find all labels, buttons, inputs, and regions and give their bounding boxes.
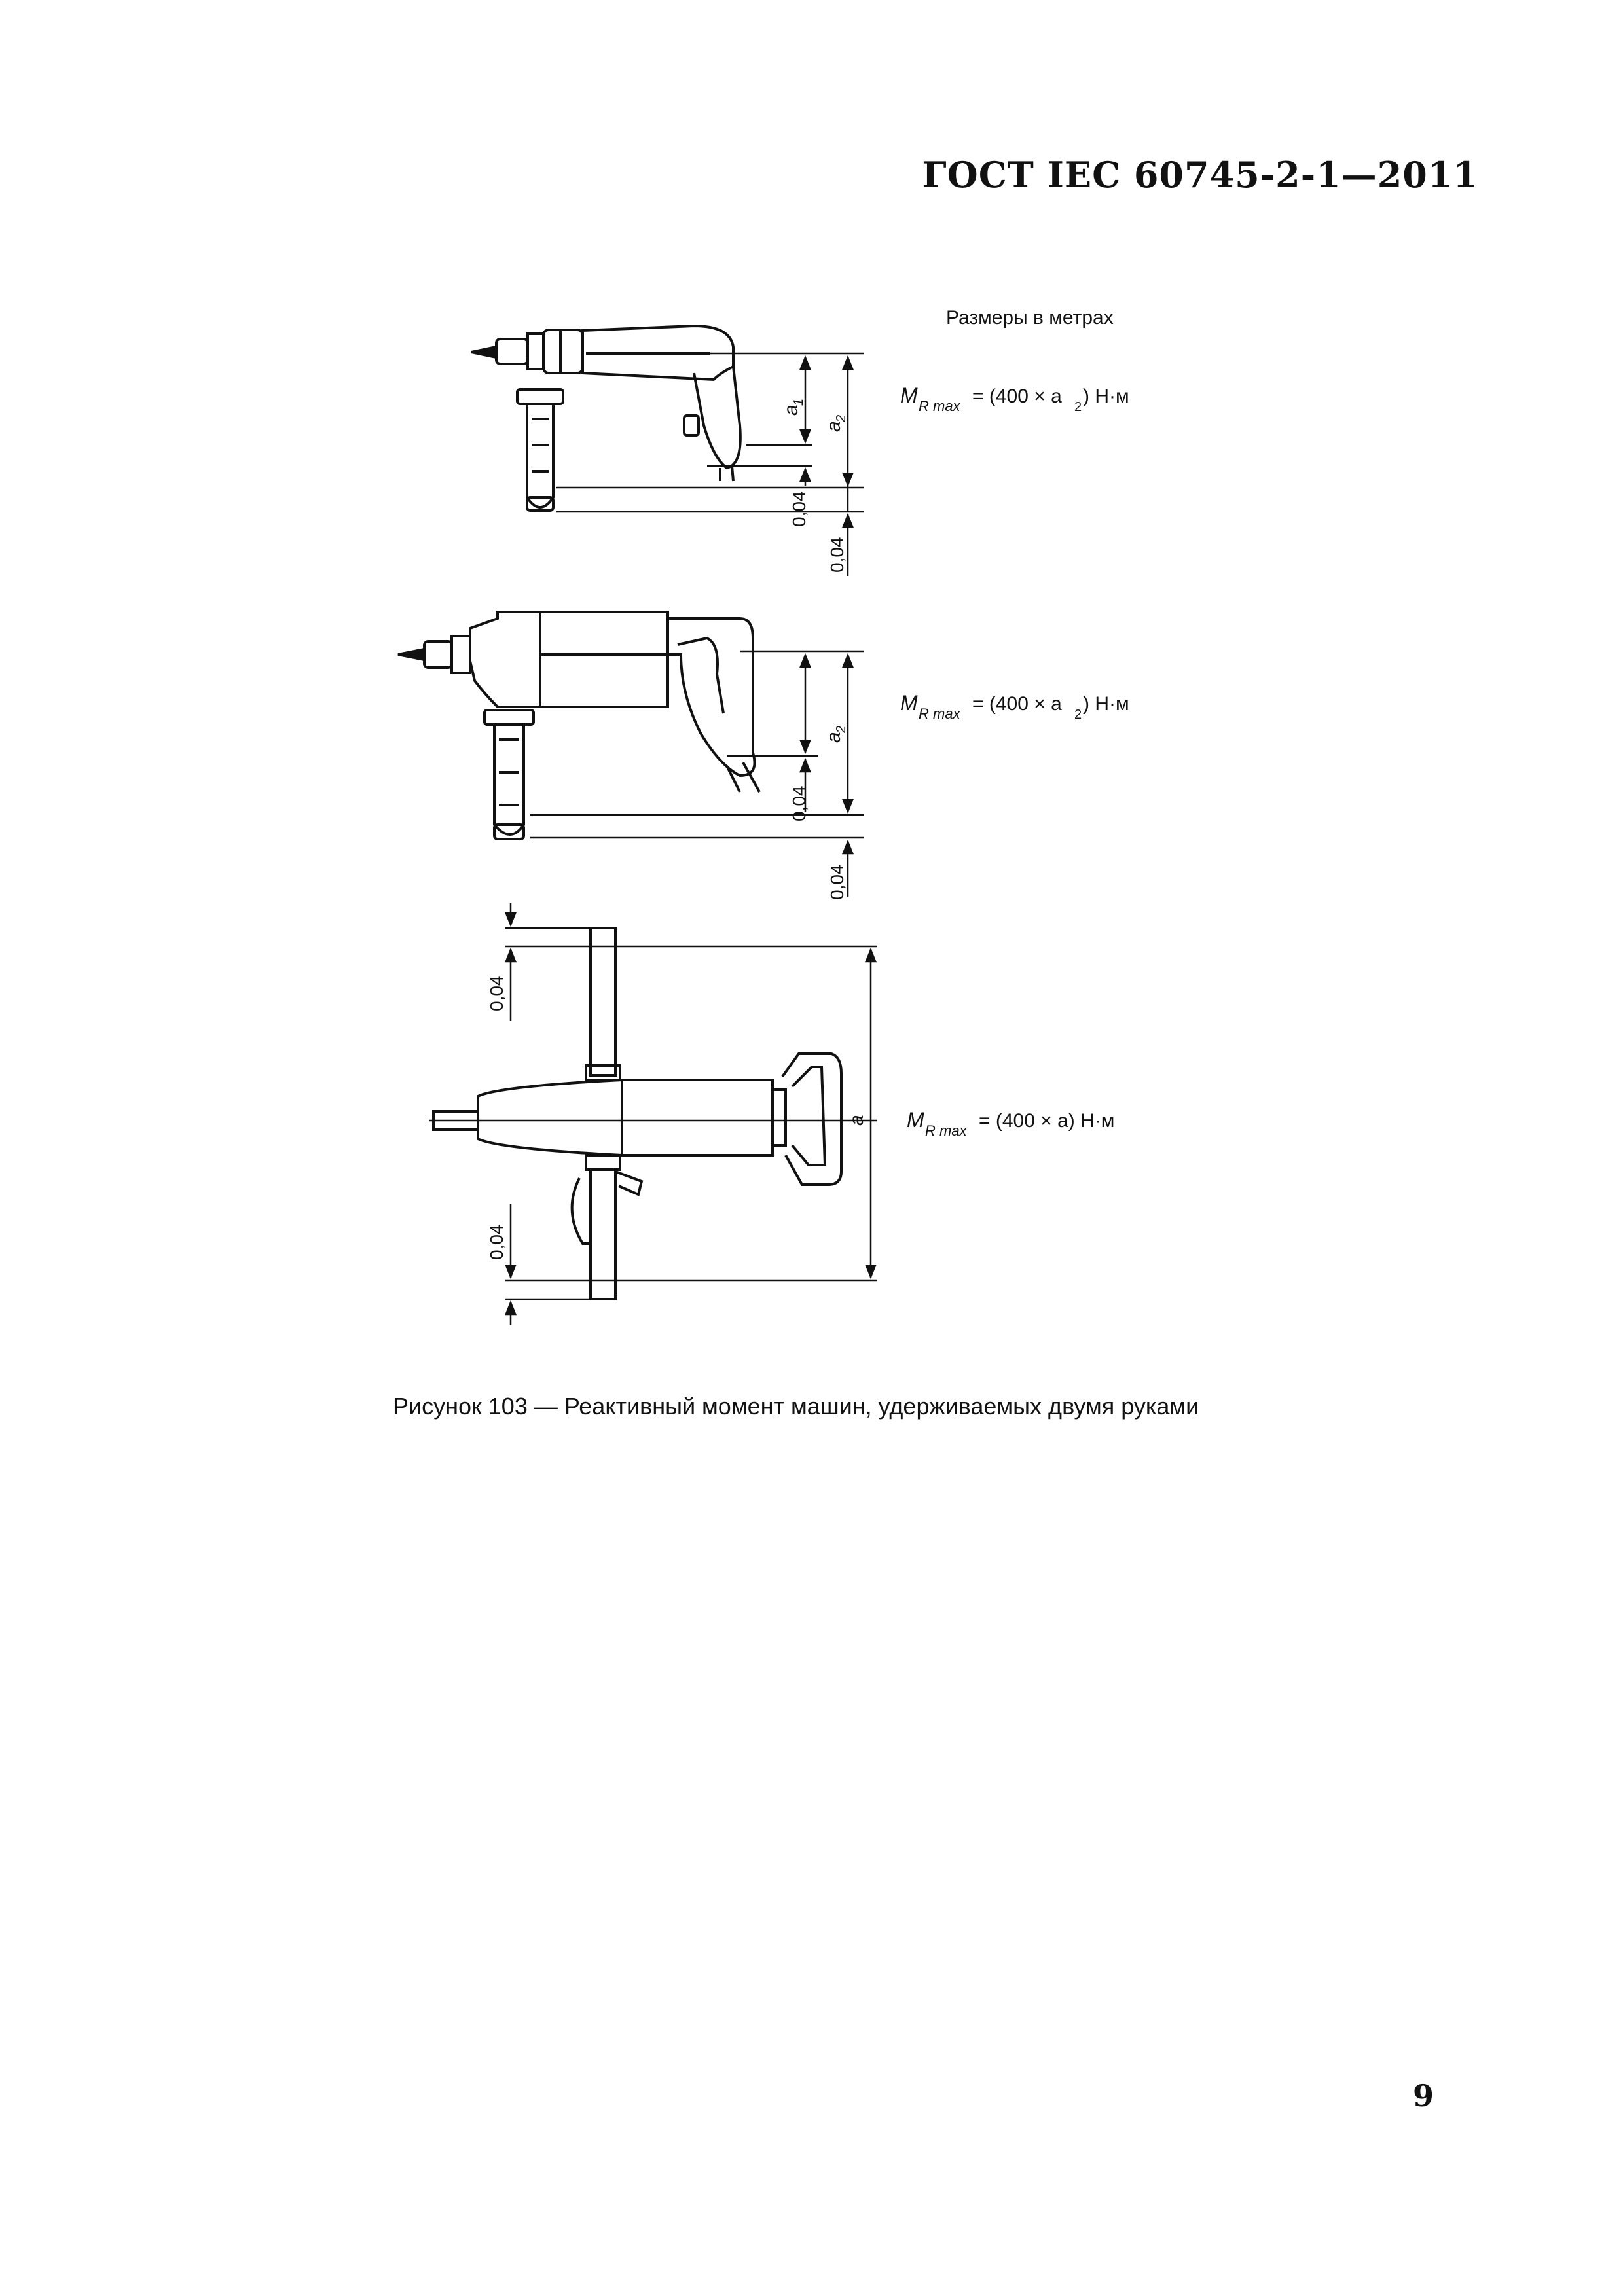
svg-text:) Н·м: ) Н·м (1083, 693, 1129, 715)
document-header: ГОСТ IEC 60745-2-1—2011 (922, 154, 1478, 196)
svg-text:2: 2 (1074, 708, 1082, 722)
drill-2-dimensions (530, 651, 864, 897)
units-note: Размеры в метрах (946, 307, 1114, 329)
drill-1-labels (780, 399, 848, 573)
svg-text:a: a (823, 421, 845, 432)
svg-text:a: a (846, 1115, 867, 1126)
svg-text:R max: R max (919, 398, 960, 414)
svg-text:= (400 × a) Н·м: = (400 × a) Н·м (979, 1110, 1115, 1132)
svg-text:0,04: 0,04 (789, 491, 809, 527)
svg-text:a: a (780, 404, 802, 416)
svg-text:R max: R max (919, 706, 960, 722)
drill-3-dimensions (429, 903, 877, 1325)
drill-2-illustration (398, 612, 759, 839)
svg-text:M: M (900, 691, 918, 715)
formula-2 (900, 691, 1129, 722)
svg-text:= (400 × a: = (400 × a (972, 386, 1062, 407)
svg-text:2: 2 (834, 414, 848, 422)
drill-2-labels (789, 726, 848, 900)
svg-text:M: M (907, 1108, 924, 1132)
drill-3-labels (486, 976, 867, 1261)
formula-3 (907, 1108, 1114, 1139)
svg-text:1: 1 (792, 398, 806, 406)
svg-text:0,04: 0,04 (486, 1224, 507, 1260)
page-number: 9 (1413, 2078, 1434, 2113)
formula-1 (900, 384, 1129, 414)
svg-text:= (400 × a: = (400 × a (972, 693, 1062, 715)
svg-text:0,04: 0,04 (827, 864, 847, 900)
drill-1-dimensions (556, 353, 864, 576)
figure-caption: Рисунок 103 — Реактивный момент машин, удерживаемых двумя руками (393, 1393, 1199, 1420)
svg-text:0,04: 0,04 (486, 975, 507, 1011)
svg-text:0,04: 0,04 (827, 537, 847, 573)
svg-text:0,04: 0,04 (789, 785, 809, 821)
svg-text:2: 2 (834, 725, 848, 733)
svg-text:a: a (823, 732, 845, 743)
svg-text:M: M (900, 384, 918, 407)
svg-text:2: 2 (1074, 400, 1082, 414)
svg-text:R max: R max (925, 1122, 967, 1139)
svg-text:) Н·м: ) Н·м (1083, 386, 1129, 407)
